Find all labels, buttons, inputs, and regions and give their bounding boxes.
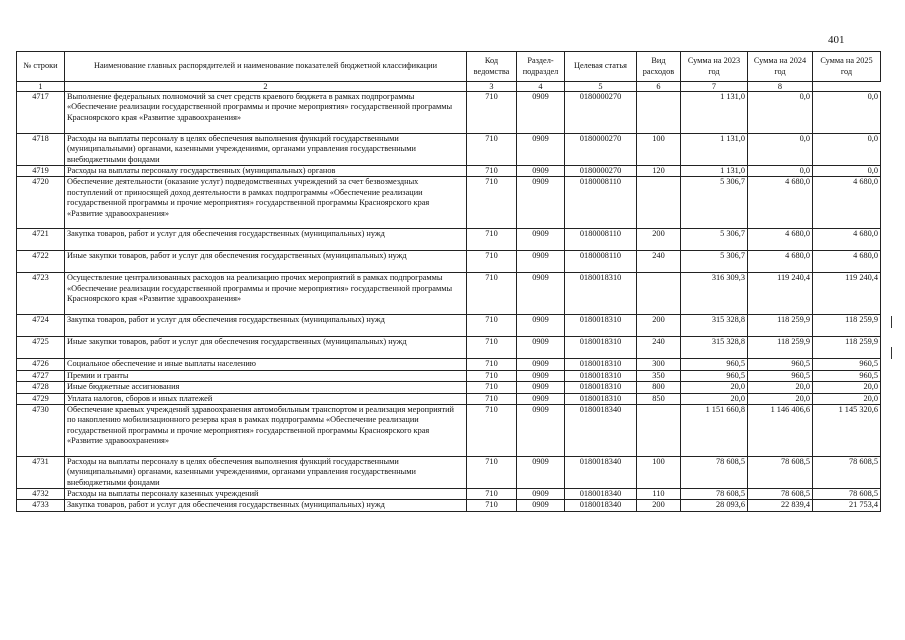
- row-line-number: 4724: [17, 315, 65, 337]
- row-dept-code: 710: [467, 393, 517, 404]
- row-expense-type: 350: [637, 370, 681, 381]
- row-sum-2025: 0,0: [813, 166, 881, 177]
- row-dept-code: 710: [467, 315, 517, 337]
- row-target-article: 0180018340: [565, 404, 637, 456]
- table-row: [17, 134, 881, 166]
- row-name: Обеспечение деятельности (оказание услуг) подведомственных учреждений за счет безвозмездных поступлений от приносящей доход деятельности в рамках подпрограммы «Обеспечение реализации государственной программы и прочие мероприятия» государственной программы Красноярского края «Развитие здравоохранения»: [65, 177, 467, 229]
- row-dept-code: 710: [467, 370, 517, 381]
- table-row: [17, 229, 881, 251]
- row-section: 0909: [517, 177, 565, 229]
- row-name: Закупка товаров, работ и услуг для обеспечения государственных (муниципальных) нужд: [65, 500, 467, 511]
- header-row: [17, 52, 881, 82]
- row-dept-code: 710: [467, 229, 517, 251]
- row-sum-2024: 20,0: [748, 382, 813, 393]
- row-expense-type: 200: [637, 315, 681, 337]
- row-sum-2024: 20,0: [748, 393, 813, 404]
- row-line-number: 4730: [17, 404, 65, 456]
- row-name: Иные закупки товаров, работ и услуг для обеспечения государственных (муниципальных) нужд: [65, 337, 467, 359]
- row-line-number: 4718: [17, 134, 65, 166]
- row-line-number: 4725: [17, 337, 65, 359]
- row-section: 0909: [517, 337, 565, 359]
- row-line-number: 4722: [17, 251, 65, 273]
- table-row: [17, 456, 881, 488]
- table-row: [17, 370, 881, 381]
- row-expense-type: 800: [637, 382, 681, 393]
- row-dept-code: 710: [467, 456, 517, 488]
- row-section: 0909: [517, 456, 565, 488]
- row-target-article: 0180008110: [565, 251, 637, 273]
- row-sum-2024: 0,0: [748, 92, 813, 134]
- row-section: 0909: [517, 251, 565, 273]
- row-section: 0909: [517, 229, 565, 251]
- row-name: Закупка товаров, работ и услуг для обеспечения государственных (муниципальных) нужд: [65, 229, 467, 251]
- row-section: 0909: [517, 393, 565, 404]
- row-expense-type: 200: [637, 229, 681, 251]
- row-expense-type: 100: [637, 134, 681, 166]
- column-number-row: [17, 82, 881, 92]
- row-sum-2023: 5 306,7: [681, 229, 748, 251]
- table-row: [17, 337, 881, 359]
- row-target-article: 0180000270: [565, 134, 637, 166]
- column-number: 4: [517, 82, 565, 92]
- row-target-article: 0180008110: [565, 229, 637, 251]
- row-sum-2025: 0,0: [813, 92, 881, 134]
- page-number: 401: [828, 34, 845, 46]
- row-sum-2023: 1 131,0: [681, 92, 748, 134]
- row-expense-type: 300: [637, 359, 681, 370]
- row-sum-2025: 20,0: [813, 382, 881, 393]
- row-line-number: 4727: [17, 370, 65, 381]
- row-expense-type: 100: [637, 456, 681, 488]
- row-sum-2025: 4 680,0: [813, 177, 881, 229]
- header-sum-2024: Сумма на 2024 год: [748, 52, 813, 82]
- table-row: [17, 251, 881, 273]
- row-dept-code: 710: [467, 166, 517, 177]
- row-line-number: 4717: [17, 92, 65, 134]
- row-sum-2024: 960,5: [748, 359, 813, 370]
- row-sum-2024: 78 608,5: [748, 488, 813, 499]
- row-expense-type: 200: [637, 500, 681, 511]
- row-name: Обеспечение краевых учреждений здравоохранения автомобильным транспортом и реализация мероприятий по накоплению мобилизационного резерва края в рамках подпрограммы «Обеспечение реализации государственной программы и прочие мероприятия» государственной программы Красноярского края «Развитие здравоохранения»: [65, 404, 467, 456]
- row-target-article: 0180000270: [565, 92, 637, 134]
- table-row: [17, 488, 881, 499]
- row-sum-2023: 78 608,5: [681, 488, 748, 499]
- row-sum-2023: 1 131,0: [681, 166, 748, 177]
- row-target-article: 0180008110: [565, 177, 637, 229]
- row-sum-2024: 118 259,9: [748, 315, 813, 337]
- row-target-article: 0180018310: [565, 315, 637, 337]
- row-name: Выполнение федеральных полномочий за счет средств краевого бюджета в рамках подпрограммы «Обеспечение реализации государственной программы и прочие мероприятия» государственной программы Красноярского края «Развитие здравоохранения»: [65, 92, 467, 134]
- header-section: Раздел-подраздел: [517, 52, 565, 82]
- table-row: [17, 92, 881, 134]
- row-section: 0909: [517, 273, 565, 315]
- row-section: 0909: [517, 92, 565, 134]
- row-sum-2024: 4 680,0: [748, 251, 813, 273]
- row-sum-2023: 315 328,8: [681, 337, 748, 359]
- column-number: 6: [637, 82, 681, 92]
- row-target-article: 0180018310: [565, 359, 637, 370]
- row-dept-code: 710: [467, 92, 517, 134]
- row-expense-type: 240: [637, 337, 681, 359]
- row-dept-code: 710: [467, 382, 517, 393]
- row-sum-2023: 20,0: [681, 393, 748, 404]
- row-sum-2024: 1 146 406,6: [748, 404, 813, 456]
- row-sum-2024: 0,0: [748, 166, 813, 177]
- row-expense-type: 110: [637, 488, 681, 499]
- row-sum-2025: 78 608,5: [813, 488, 881, 499]
- margin-mark: [891, 347, 892, 359]
- row-sum-2023: 960,5: [681, 370, 748, 381]
- row-dept-code: 710: [467, 488, 517, 499]
- row-line-number: 4721: [17, 229, 65, 251]
- header-expense-type: Вид расходов: [637, 52, 681, 82]
- row-sum-2025: 118 259,9: [813, 315, 881, 337]
- row-dept-code: 710: [467, 337, 517, 359]
- row-line-number: 4731: [17, 456, 65, 488]
- header-sum-2023: Сумма на 2023 год: [681, 52, 748, 82]
- row-line-number: 4733: [17, 500, 65, 511]
- row-line-number: 4726: [17, 359, 65, 370]
- table-row: [17, 500, 881, 511]
- row-target-article: 0180018340: [565, 488, 637, 499]
- row-target-article: 0180018310: [565, 382, 637, 393]
- row-sum-2023: 5 306,7: [681, 177, 748, 229]
- row-section: 0909: [517, 315, 565, 337]
- row-expense-type: 850: [637, 393, 681, 404]
- row-name: Расходы на выплаты персоналу в целях обеспечения выполнения функций государственными (муниципальными) органами, казенными учреждениями, органами управления государственными внебюджетными фондами: [65, 456, 467, 488]
- row-name: Расходы на выплаты персоналу государственных (муниципальных) органов: [65, 166, 467, 177]
- table-row: [17, 393, 881, 404]
- row-sum-2025: 1 145 320,6: [813, 404, 881, 456]
- column-number: 1: [17, 82, 65, 92]
- table-row: [17, 315, 881, 337]
- column-number: 7: [681, 82, 748, 92]
- table-body: [17, 92, 881, 512]
- row-section: 0909: [517, 370, 565, 381]
- header-sum-2025: Сумма на 2025 год: [813, 52, 881, 82]
- row-name: Уплата налогов, сборов и иных платежей: [65, 393, 467, 404]
- row-sum-2024: 22 839,4: [748, 500, 813, 511]
- table-row: [17, 273, 881, 315]
- row-line-number: 4723: [17, 273, 65, 315]
- row-line-number: 4719: [17, 166, 65, 177]
- row-target-article: 0180018310: [565, 337, 637, 359]
- row-sum-2023: 960,5: [681, 359, 748, 370]
- row-sum-2025: 960,5: [813, 370, 881, 381]
- row-name: Иные бюджетные ассигнования: [65, 382, 467, 393]
- row-sum-2025: 118 259,9: [813, 337, 881, 359]
- row-sum-2023: 316 309,3: [681, 273, 748, 315]
- row-name: Расходы на выплаты персоналу в целях обеспечения выполнения функций государственными (муниципальными) органами, казенными учреждениями, органами управления государственными внебюджетными фондами: [65, 134, 467, 166]
- row-line-number: 4732: [17, 488, 65, 499]
- row-sum-2023: 28 093,6: [681, 500, 748, 511]
- row-section: 0909: [517, 166, 565, 177]
- row-sum-2023: 78 608,5: [681, 456, 748, 488]
- row-sum-2025: 4 680,0: [813, 229, 881, 251]
- row-expense-type: 120: [637, 166, 681, 177]
- row-name: Премии и гранты: [65, 370, 467, 381]
- row-sum-2025: 4 680,0: [813, 251, 881, 273]
- row-target-article: 0180018310: [565, 370, 637, 381]
- row-section: 0909: [517, 500, 565, 511]
- column-number: 8: [748, 82, 813, 92]
- header-line-no: № строки: [17, 52, 65, 82]
- margin-mark: [891, 316, 892, 328]
- row-expense-type: [637, 273, 681, 315]
- row-expense-type: 240: [637, 251, 681, 273]
- row-section: 0909: [517, 404, 565, 456]
- row-sum-2025: 20,0: [813, 393, 881, 404]
- row-name: Социальное обеспечение и иные выплаты населению: [65, 359, 467, 370]
- table-row: [17, 177, 881, 229]
- row-sum-2023: 315 328,8: [681, 315, 748, 337]
- row-name: Закупка товаров, работ и услуг для обеспечения государственных (муниципальных) нужд: [65, 315, 467, 337]
- header-target: Целевая статья: [565, 52, 637, 82]
- row-expense-type: [637, 404, 681, 456]
- row-sum-2024: 119 240,4: [748, 273, 813, 315]
- row-sum-2024: 118 259,9: [748, 337, 813, 359]
- row-target-article: 0180018310: [565, 273, 637, 315]
- row-target-article: 0180018340: [565, 500, 637, 511]
- row-dept-code: 710: [467, 251, 517, 273]
- row-section: 0909: [517, 382, 565, 393]
- row-name: Расходы на выплаты персоналу казенных учреждений: [65, 488, 467, 499]
- row-dept-code: 710: [467, 177, 517, 229]
- row-sum-2024: 4 680,0: [748, 177, 813, 229]
- row-sum-2025: 0,0: [813, 134, 881, 166]
- row-dept-code: 710: [467, 359, 517, 370]
- column-number: 2: [65, 82, 467, 92]
- row-expense-type: [637, 177, 681, 229]
- row-sum-2023: 5 306,7: [681, 251, 748, 273]
- budget-table: [16, 51, 881, 512]
- row-dept-code: 710: [467, 500, 517, 511]
- row-sum-2024: 960,5: [748, 370, 813, 381]
- row-sum-2023: 1 131,0: [681, 134, 748, 166]
- table-row: [17, 166, 881, 177]
- column-number: 5: [565, 82, 637, 92]
- row-sum-2025: 960,5: [813, 359, 881, 370]
- row-section: 0909: [517, 134, 565, 166]
- row-target-article: 0180018340: [565, 456, 637, 488]
- row-name: Иные закупки товаров, работ и услуг для обеспечения государственных (муниципальных) нужд: [65, 251, 467, 273]
- row-sum-2023: 1 151 660,8: [681, 404, 748, 456]
- row-expense-type: [637, 92, 681, 134]
- row-name: Осуществление централизованных расходов на реализацию прочих мероприятий в рамках подпрограммы «Обеспечение реализации государственной программы и прочие мероприятия» государственной программы Красноярского края «Развитие здравоохранения»: [65, 273, 467, 315]
- row-sum-2024: 78 608,5: [748, 456, 813, 488]
- row-line-number: 4729: [17, 393, 65, 404]
- table-row: [17, 359, 881, 370]
- row-dept-code: 710: [467, 404, 517, 456]
- header-name: Наименование главных распорядителей и наименование показателей бюджетной классификации: [65, 52, 467, 82]
- row-section: 0909: [517, 488, 565, 499]
- row-sum-2024: 4 680,0: [748, 229, 813, 251]
- row-sum-2023: 20,0: [681, 382, 748, 393]
- header-dept-code: Код ведомства: [467, 52, 517, 82]
- table-row: [17, 382, 881, 393]
- row-section: 0909: [517, 359, 565, 370]
- row-line-number: 4720: [17, 177, 65, 229]
- row-target-article: 0180000270: [565, 166, 637, 177]
- row-sum-2025: 21 753,4: [813, 500, 881, 511]
- row-sum-2025: 78 608,5: [813, 456, 881, 488]
- table-row: [17, 404, 881, 456]
- row-dept-code: 710: [467, 273, 517, 315]
- column-number: 3: [467, 82, 517, 92]
- row-sum-2025: 119 240,4: [813, 273, 881, 315]
- row-sum-2024: 0,0: [748, 134, 813, 166]
- row-line-number: 4728: [17, 382, 65, 393]
- row-dept-code: 710: [467, 134, 517, 166]
- row-target-article: 0180018310: [565, 393, 637, 404]
